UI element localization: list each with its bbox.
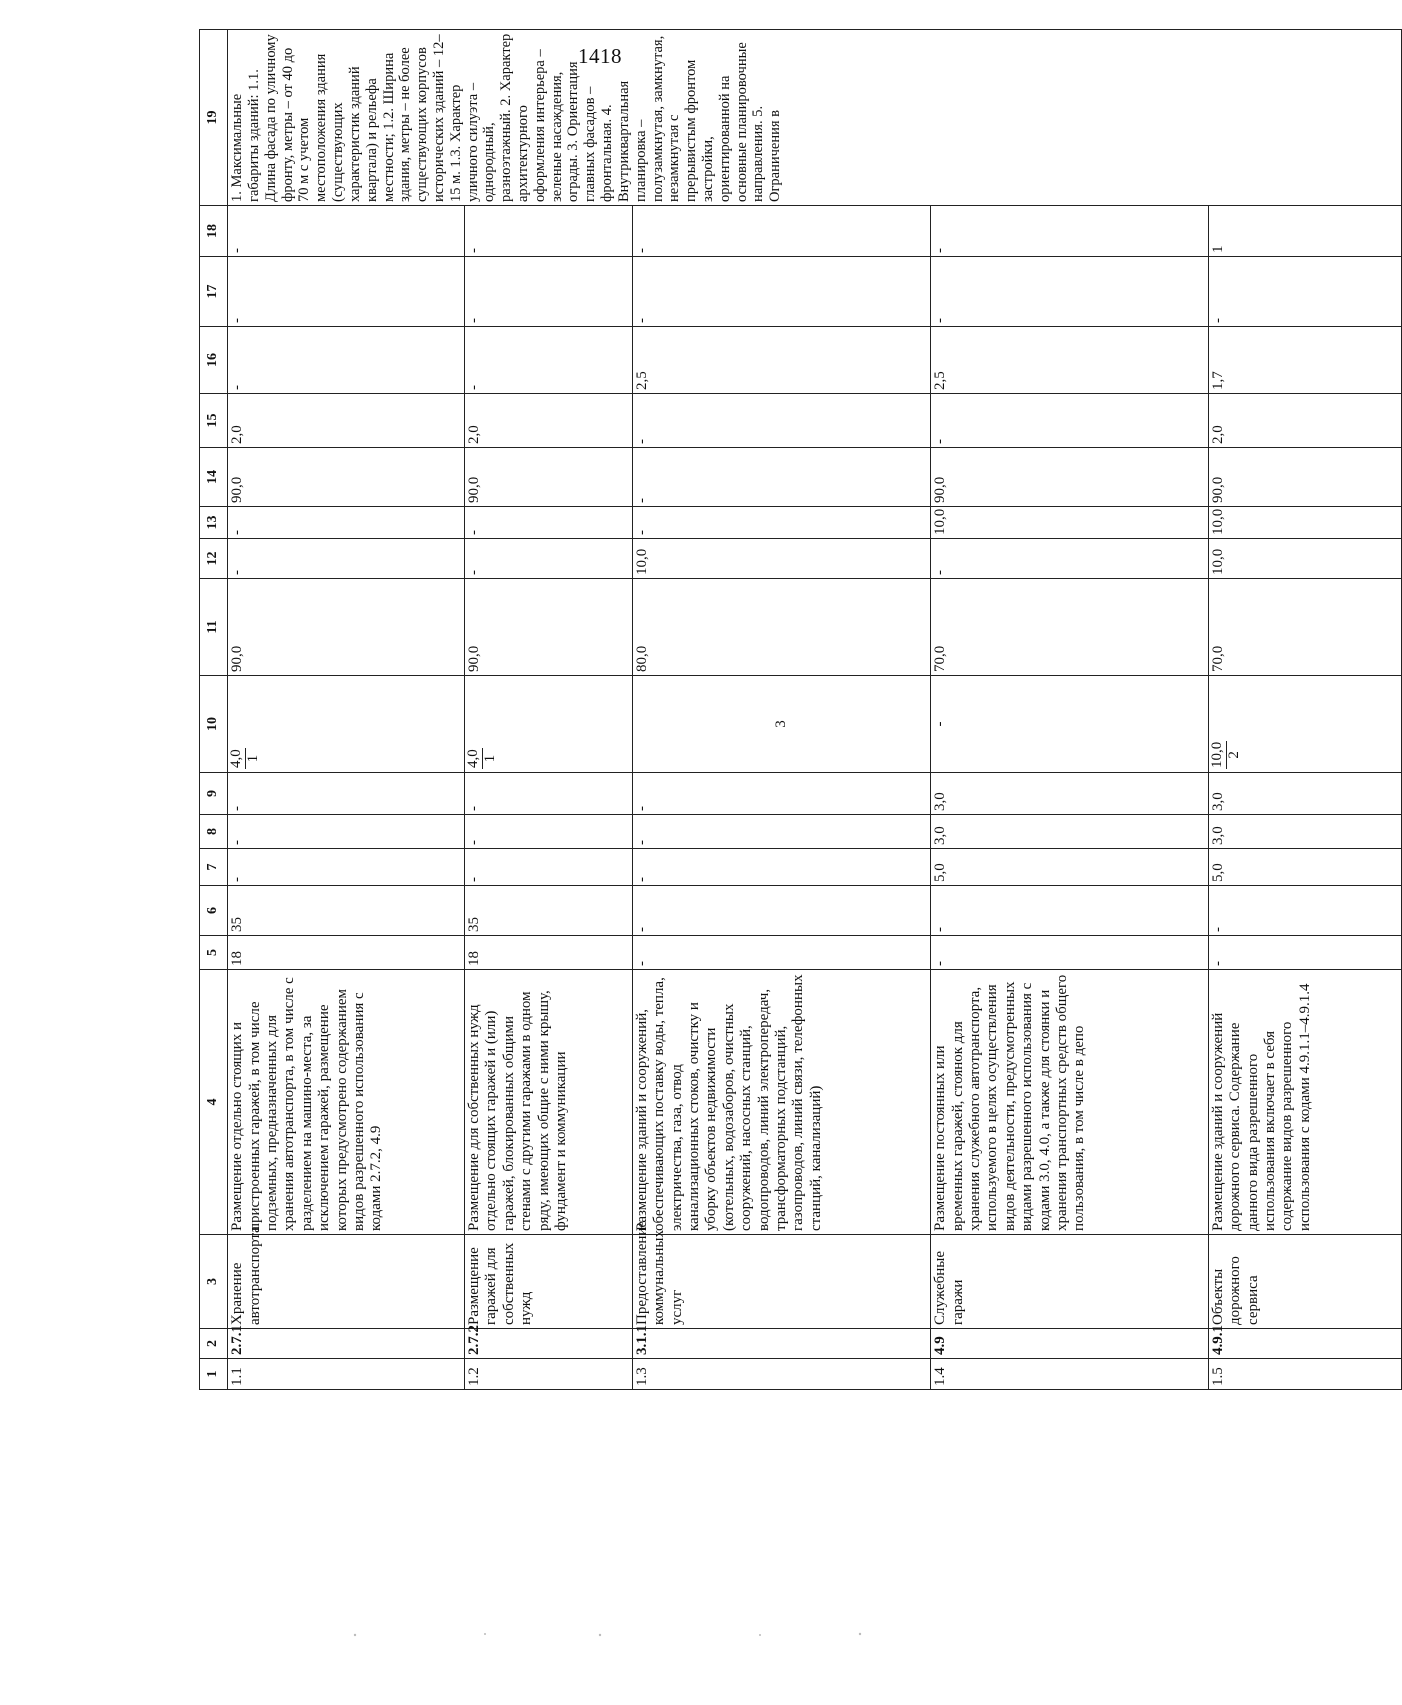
cell-16: -	[228, 327, 465, 394]
header-cell: 14	[200, 448, 228, 507]
use-name: Служебные гаражи	[931, 1235, 1209, 1329]
header-cell: 8	[200, 815, 228, 849]
cell-12: -	[228, 539, 465, 579]
cell-13: -	[228, 507, 465, 539]
header-cell: 10	[200, 676, 228, 773]
row-number: 1.3	[632, 1359, 930, 1390]
cell-14: 90,0	[931, 448, 1209, 507]
cell-5: -	[1208, 936, 1401, 970]
header-cell: 7	[200, 849, 228, 886]
header-cell: 17	[200, 257, 228, 327]
cell-8: 3,0	[1208, 815, 1401, 849]
header-cell: 15	[200, 394, 228, 448]
cell-7: 5,0	[931, 849, 1209, 886]
cell-16: 1,7	[1208, 327, 1401, 394]
cell-9: 3,0	[1208, 773, 1401, 815]
fraction-value: 4,0 1	[228, 749, 261, 768]
cell-12: 10,0	[1208, 539, 1401, 579]
header-cell: 13	[200, 507, 228, 539]
cell-6: -	[1208, 886, 1401, 936]
use-code: 2.7.2	[465, 1329, 633, 1359]
cell-12: 10,0	[632, 539, 930, 579]
header-cell: 18	[200, 206, 228, 257]
cell-6: 35	[465, 886, 633, 936]
header-cell: 5	[200, 936, 228, 970]
cell-9: -	[465, 773, 633, 815]
use-description: Размещение отдельно стоящих и пристроенных гаражей, в том числе подземных, предназначенных для хранения автотранспорта, в том числе с разделением на машино-места, за исключением гаражей, размещение которых предусмотрено содержанием видов разрешенного использования с кодами 2.7.2, 4.9	[228, 970, 465, 1235]
cell-8: -	[632, 815, 930, 849]
cell-15: -	[632, 394, 930, 448]
cell-6: -	[931, 886, 1209, 936]
fraction-value: 4,0 1	[465, 749, 498, 768]
cell-9: -	[632, 773, 930, 815]
cell-15: 2,0	[228, 394, 465, 448]
cell-10: 3	[632, 676, 930, 773]
cell-17: -	[465, 257, 633, 327]
cell-17: -	[931, 257, 1209, 327]
use-code: 2.7.1	[228, 1329, 465, 1359]
cell-9: -	[228, 773, 465, 815]
use-description: Размещение зданий и сооружений дорожного сервиса. Содержание данного вида разрешенного использования включает в себя содержание видов разрешенного использования с кодами 4.9.1.1–4.9.1.4	[1208, 970, 1401, 1235]
cell-5: 18	[228, 936, 465, 970]
use-name: Размещение гаражей для собственных нужд	[465, 1235, 633, 1329]
header-cell: 9	[200, 773, 228, 815]
cell-10	[1208, 676, 1401, 773]
cell-7: -	[228, 849, 465, 886]
table-row	[931, 30, 1209, 1390]
cell-7: -	[632, 849, 930, 886]
cell-8: -	[228, 815, 465, 849]
header-cell: 6	[200, 886, 228, 936]
use-code: 4.9.1	[1208, 1329, 1401, 1359]
use-description: Размещение для собственных нужд отдельно стоящих гаражей и (или) гаражей, блокированных общими стенами с другими гаражами в одном ряду, имеющих общие с ними крышу, фундамент и коммуникации	[465, 970, 633, 1235]
table-row	[228, 30, 465, 1390]
cell-10	[465, 676, 633, 773]
use-code: 4.9	[931, 1329, 1209, 1359]
cell-11: 90,0	[228, 579, 465, 676]
header-row	[200, 30, 228, 1390]
cell-11: 70,0	[931, 579, 1209, 676]
cell-14: 90,0	[228, 448, 465, 507]
cell-14: 90,0	[1208, 448, 1401, 507]
header-cell: 1	[200, 1359, 228, 1390]
cell-10	[228, 676, 465, 773]
header-cell: 4	[200, 970, 228, 1235]
cell-15: -	[931, 394, 1209, 448]
cell-11: 80,0	[632, 579, 930, 676]
regulations-table	[199, 29, 1402, 1390]
use-code: 3.1.1	[632, 1329, 930, 1359]
cell-9: 3,0	[931, 773, 1209, 815]
scan-specks	[0, 1625, 1200, 1645]
header-cell: 12	[200, 539, 228, 579]
cell-8: 3,0	[931, 815, 1209, 849]
cell-18: -	[632, 206, 930, 257]
cell-17: -	[228, 257, 465, 327]
cell-18: -	[228, 206, 465, 257]
cell-12: -	[931, 539, 1209, 579]
row-number: 1.2	[465, 1359, 633, 1390]
cell-6: 35	[228, 886, 465, 936]
cell-17: -	[1208, 257, 1401, 327]
use-name: Предоставление коммунальных услуг	[632, 1235, 930, 1329]
cell-13: 10,0	[1208, 507, 1401, 539]
cell-14: 90,0	[465, 448, 633, 507]
header-cell: 2	[200, 1329, 228, 1359]
cell-10: -	[931, 676, 1209, 773]
cell-11: 90,0	[465, 579, 633, 676]
cell-17: -	[632, 257, 930, 327]
use-description: Размещение зданий и сооружений, обеспечивающих поставку воды, тепла, электричества, газа, отвод канализационных стоков, очистку и уборку объектов недвижимости (котельных, водозаборов, очистных сооружений, насосных станций, водопроводов, линий электропередач, трансформаторных подстанций, газопроводов, линий связи, телефонных станций, канализаций)	[632, 970, 930, 1235]
cell-13: -	[465, 507, 633, 539]
row-number: 1.4	[931, 1359, 1209, 1390]
cell-6: -	[632, 886, 930, 936]
cell-16: 2,5	[632, 327, 930, 394]
cell-15: 2,0	[465, 394, 633, 448]
row-number: 1.1	[228, 1359, 465, 1390]
cell-11: 70,0	[1208, 579, 1401, 676]
cell-18: 1	[1208, 206, 1401, 257]
cell-5: -	[632, 936, 930, 970]
cell-18: -	[465, 206, 633, 257]
fraction-value: 10,0 2	[1208, 741, 1242, 768]
header-cell: 3	[200, 1235, 228, 1329]
cell-14: -	[632, 448, 930, 507]
cell-16: -	[465, 327, 633, 394]
cell-8: -	[465, 815, 633, 849]
use-name: Хранение автотранспорта	[228, 1235, 465, 1329]
table-row	[465, 30, 633, 1390]
header-cell: 11	[200, 579, 228, 676]
cell-5: 18	[465, 936, 633, 970]
cell-16: 2,5	[931, 327, 1209, 394]
page-number: 1418	[578, 44, 622, 68]
cell-7: 5,0	[1208, 849, 1401, 886]
cell-7: -	[465, 849, 633, 886]
cell-12: -	[465, 539, 633, 579]
cell-18: -	[931, 206, 1209, 257]
header-cell: 16	[200, 327, 228, 394]
use-name: Объекты дорожного сервиса	[1208, 1235, 1401, 1329]
cell-13: 10,0	[931, 507, 1209, 539]
use-description: Размещение постоянных или временных гаражей, стоянок для хранения служебного автотранспорта, используемого в целях осуществления видов деятельности, предусмотренных видами разрешенного использования с кодами 3.0, 4.0, а также для стоянки и хранения транспортных средств общего пользования, в том числе в депо	[931, 970, 1209, 1235]
header-cell: 19	[200, 30, 228, 206]
cell-13: -	[632, 507, 930, 539]
table-row	[632, 30, 930, 1390]
row-number: 1.5	[1208, 1359, 1401, 1390]
table-row	[1208, 30, 1401, 1390]
architectural-requirements: 1. Максимальные габариты зданий: 1.1. Длина фасада по уличному фронту, метры – от 40 до 70 м с учетом местоположения здания (существующих характеристик зданий квартала) и рельефа местности; 1.2. Ширина здания, метры – не более существующих корпусов исторических зданий – 12–15 м. 1.3. Характер уличного силуэта – однородный, разноэтажный. 2. Характер архитектурного оформления интерьера – зеленые насаждения, ограды. 3. Ориентация главных фасадов – фронтальная. 4. Внутриквартальная планировка – полузамкнутая, замкнутая, незамкнутая с прерывистым фронтом застройки, ориентированной на основные планировочные направления. 5. Ограничения в	[228, 30, 1402, 206]
cell-5: -	[931, 936, 1209, 970]
cell-15: 2,0	[1208, 394, 1401, 448]
